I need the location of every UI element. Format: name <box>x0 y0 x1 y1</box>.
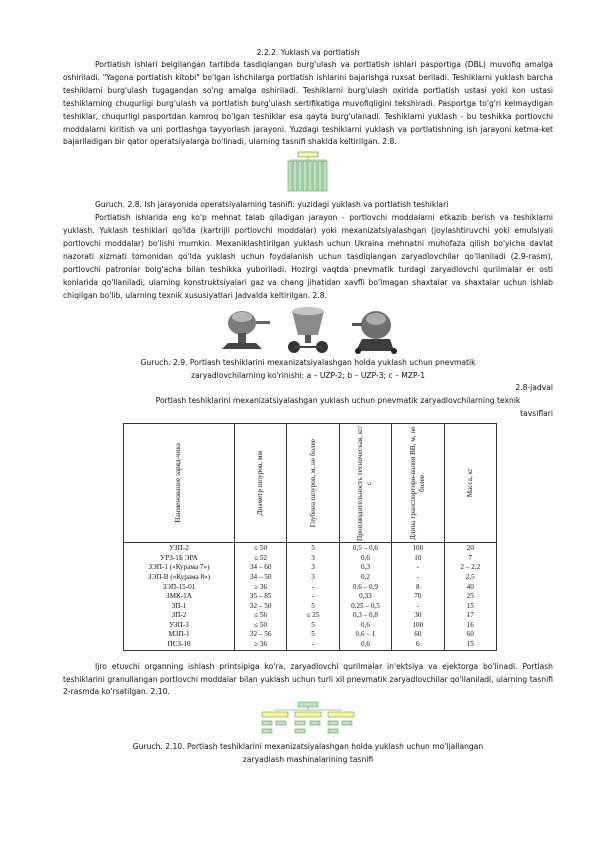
table-cell: 70 <box>392 592 444 602</box>
table-cell: 100 <box>392 621 444 631</box>
table-cell: - <box>287 583 339 593</box>
table-cell: ≤ 50 <box>234 621 286 631</box>
table-cell: - <box>287 592 339 602</box>
table-row <box>124 573 497 583</box>
header-mass: Масса, кг <box>465 468 474 498</box>
table-cell: - <box>392 602 444 612</box>
table-cell: - <box>392 563 444 573</box>
table-cell: 17 <box>444 611 496 621</box>
table-cell-name: ЗП-2 <box>124 611 235 621</box>
table-cell: 3 <box>287 554 339 564</box>
paragraph-2: Portlatish ishlarida eng ko'p mehnat talab qiladigan jarayon - portlovchi moddalarni etkazib berish va teshiklarni yuklash. Yuklash teshiklari qo'lda (kartrijli portlovchi moddalar) yoki mexanizatsiyalashgan (joylashtiruvchi yoki emulsiyali portlovchi moddalar) bo'lishi mumkin. Mexaniklashtirilgan yuklash uchun Ukraina mehnatni muhofaza qilish bo'yicha davlat nazorati xizmati tomonidan qo'lda yuklash uchun foydalanish uchun tasdiqlangan zaryadlovchilar qo'llaniladi (2.9-rasm), portlovchi patronlar bolg'acha bilan teshikka yuboriladi. Hozirgi vaqtda pnevmatik turdagi zaryadlovchi qurilmalar er osti konlarida qo'llaniladi, ularning konstruktsiyalari gaz va chang jihatidan xavfli bo'lmagan shaxtalar va shaxtalar uchun ishlab chiqilgan bo'lib, ularning texnik xususiyatlari Jadvalda keltirilgan. 2.8. <box>63 213 553 300</box>
table-header-row <box>124 424 497 543</box>
table-cell-name: УРЗ-1Б ЭРА <box>124 554 235 564</box>
table-cell: 0,6 <box>339 640 391 650</box>
table-cell: 0,6 – 1 <box>339 630 391 640</box>
table-cell: 15 <box>444 640 496 650</box>
section-heading: 2.2.2. Yuklash va portlatish <box>256 48 360 57</box>
charging-machines-classification-diagram <box>258 701 358 737</box>
table-cell: 100 <box>392 543 444 554</box>
table-cell: 40 <box>444 583 496 593</box>
table-cell: 16 <box>444 621 496 631</box>
table-cell-name: ЗП-1 <box>124 602 235 612</box>
table-cell: ≥ 36 <box>234 640 286 650</box>
table-cell: 0,6 <box>339 621 391 631</box>
table-cell: 32 – 50 <box>234 602 286 612</box>
table-row <box>124 602 497 612</box>
table-row <box>124 563 497 573</box>
table-title-line2: tavsiflari <box>520 409 553 419</box>
table-cell-name: ПСЗ-10 <box>124 640 235 650</box>
table-cell-name: ЗМК-1А <box>124 592 235 602</box>
figure-2-8 <box>63 151 553 195</box>
table-cell: 5 <box>287 630 339 640</box>
table-cell: ≤ 52 <box>234 554 286 564</box>
charger-uzp2-photo <box>212 305 272 355</box>
paragraph-1: Portlatish ishlari belgilangan tartibda tasdiqlangan burg'ulash va portlatish ishlari pasportiga (DBL) muvofiq amalga oshiriladi. "Yagona portlatish kitobi" bo'lgan ishchilarga portlatish ishlarini bajarishga ruxsat beriladi. Teshiklarni yuklash barcha teshiklarni burg'ulash tugagandan so'ng amalga oshiriladi. Teshiklarni burg'ulash oxirida portlatish ustasi yoki kon ustasi teshiklarning chuqurligi burg'ulash va portlatish burg'ulash sertifikatiga muvofiqligini tekshiradi. Pasportga to'g'ri kelmaydigan teshiklar, chuqurligi pasportdan kamroq bo'lgan teshiklar esa qayta burg'ulanadi. Teshiklarni yuklash - bu teshikka portlovchi moddalarni kiritish va uni portlashga tayyorlash jarayoni. Yuzdagi teshiklarni yuklash va portlatishning ish jarayoni ketma-ket bajariladigan bir qator operatsiyalarga bo'linadi, ularning tasnifi shaklda keltirilgan. 2.8. <box>63 60 553 147</box>
table-cell: ≤ 50 <box>234 543 286 554</box>
table-cell: 7 <box>444 554 496 564</box>
table-cell: 0,3 – 0,8 <box>339 611 391 621</box>
figure-2-10-caption-line1: Guruch. 2.10. Portlash teshiklarini mexanizatsiyalashgan holda yuklash uchun mo'ljallangan <box>132 742 484 752</box>
table-body <box>124 543 497 651</box>
table-cell: 34 – 50 <box>234 573 286 583</box>
table-row <box>124 554 497 564</box>
table-cell: 0,6 <box>339 554 391 564</box>
table-cell: 10 <box>392 554 444 564</box>
figure-2-10 <box>63 701 553 737</box>
figure-2-8-caption: Guruch. 2.8. Ish jarayonida operatsiyalarning tasnifi: yuzidagi yuklash va portlatish teshiklari <box>95 200 449 210</box>
table-cell: ≤ 56 <box>234 611 286 621</box>
table-cell: 0,33 <box>339 592 391 602</box>
table-cell: 35 – 85 <box>234 592 286 602</box>
figure-2-9-caption-line2: zaryadlovchilarning ko'rinishi: a – UZP-2; b – UZP-3; c – MZP-1 <box>190 370 426 380</box>
table-cell: 0,25 – 0,5 <box>339 602 391 612</box>
charger-uzp3-photo <box>278 305 338 355</box>
table-label: 2.8-jadval <box>515 383 553 393</box>
table-cell: 6 <box>392 640 444 650</box>
table-row <box>124 592 497 602</box>
table-cell: 25 <box>444 592 496 602</box>
table-cell: 2,5 <box>444 573 496 583</box>
table-row <box>124 621 497 631</box>
table-cell-name: ЗЭП-1 («Курама 7») <box>124 563 235 573</box>
chargers-spec-table <box>123 423 497 651</box>
table-cell: 15 <box>444 602 496 612</box>
table-cell-name: УЗП-2 <box>124 543 235 554</box>
header-transport-length: Длина транспортиро-вания ВВ, м, не более <box>408 426 426 540</box>
table-cell: 2 – 2,2 <box>444 563 496 573</box>
figure-2-10-caption-line2: zaryadlash mashinalarining tasnifi <box>242 755 374 765</box>
table-cell: 0,6 – 0,9 <box>339 583 391 593</box>
table-row <box>124 543 497 554</box>
table-title-line1: Portlash teshiklarini mexanizatsiyalashgan yuklash uchun pnevmatik zaryadlovchilarning texnik <box>155 396 521 406</box>
table-cell: 20 <box>444 543 496 554</box>
table-cell: ≥ 36 <box>234 583 286 593</box>
table-cell: 5 <box>287 602 339 612</box>
table-cell-name: ЗЭП-В («Курама 8») <box>124 573 235 583</box>
header-productivity: Производительность техническая, кг/с <box>356 425 374 541</box>
table-cell: 30 <box>392 611 444 621</box>
figure-2-9 <box>63 305 553 355</box>
figure-2-9-caption-line1: Guruch. 2.9. Portlash teshiklarini mexanizatsiyalashgan holda yuklash uchun pnevmatik <box>140 357 476 367</box>
table-cell: 60 <box>444 630 496 640</box>
table-cell: 8 <box>392 583 444 593</box>
header-hole-diameter: Диаметр шпуров, мм <box>256 450 265 516</box>
table-cell: 0,5 – 0,6 <box>339 543 391 554</box>
table-row <box>124 611 497 621</box>
table-cell: 5 <box>287 543 339 554</box>
table-cell: 60 <box>392 630 444 640</box>
table-cell-name: МЗП-1 <box>124 630 235 640</box>
charger-mzp1-photo <box>344 305 404 355</box>
table-row <box>124 630 497 640</box>
table-cell: 3 <box>287 563 339 573</box>
table-cell: 34 – 60 <box>234 563 286 573</box>
paragraph-3: Ijro etuvchi organning ishlash printsipiga ko'ra, zaryadlovchi qurilmalar in'ektsiya va ejektorga bo'linadi. Portlash teshiklarini granullangan portlovchi moddalar bilan yuklash uchun turli xil pnevmatik zaryadlovchilar qo'llaniladi, ularning tasnifi 2-rasmda ko'rsatilgan. 2.10. <box>63 661 553 697</box>
table-cell: ≤ 25 <box>287 611 339 621</box>
table-cell: 0,3 <box>339 563 391 573</box>
table-cell-name: УЗП-3 <box>124 621 235 631</box>
table-cell: - <box>287 640 339 650</box>
header-hole-depth: Глубина шпуров, м, не более <box>308 438 317 528</box>
table-cell-name: ЗЭП-15-01 <box>124 583 235 593</box>
table-cell: 0,2 <box>339 573 391 583</box>
operations-scheme-diagram <box>287 151 329 195</box>
table-row <box>124 583 497 593</box>
table-row <box>124 640 497 650</box>
document-page <box>63 48 553 767</box>
header-charger-name: Наименование заряд-чика <box>174 443 183 523</box>
table-cell: - <box>392 573 444 583</box>
table-cell: 3 <box>287 573 339 583</box>
table-cell: 32 – 56 <box>234 630 286 640</box>
table-cell: 5 <box>287 621 339 631</box>
